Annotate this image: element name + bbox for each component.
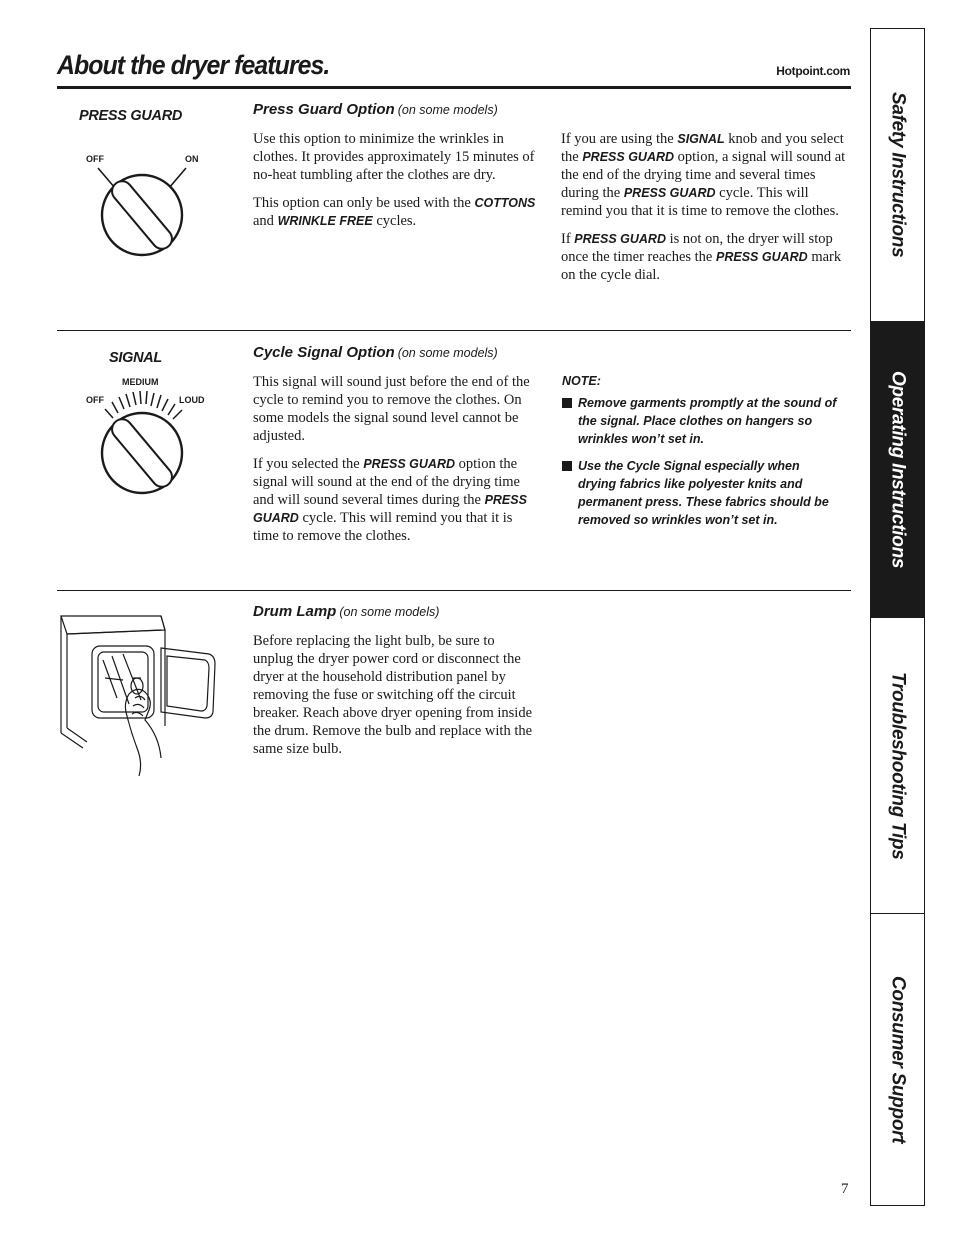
press-guard-knob-label: PRESS GUARD <box>79 108 183 124</box>
tab-consumer-support[interactable]: Consumer Support <box>871 913 924 1206</box>
note-item: Use the Cycle Signal especially when drying fabrics like polyester knits and permanent press. These fabrics should be removed so wrinkles won’t set in. <box>562 457 837 529</box>
press-guard-on-label: ON <box>185 154 199 164</box>
press-guard-paragraph: If you are using the SIGNAL knob and you select the PRESS GUARD option, a signal will sound at the end of the drying time and several times during the PRESS GUARD cycle. This will remind you that it is time to remove the clothes. <box>561 131 846 219</box>
press-guard-paragraph: If PRESS GUARD is not on, the dryer will stop once the timer reaches the PRESS GUARD mark on the cycle dial. <box>561 231 842 283</box>
press-guard-paragraph: Use this option to minimize the wrinkles in clothes. It provides approximately 15 minutes of no-heat tumbling after the clothes are dry. <box>253 131 535 183</box>
press-guard-left-column <box>253 130 538 240</box>
section-sidebar <box>870 28 925 1206</box>
site-url: Hotpoint.com <box>776 64 850 78</box>
tab-safety-instructions[interactable]: Safety Instructions <box>887 92 909 258</box>
signal-title: Cycle Signal Option (on some models) <box>253 344 498 361</box>
press-guard-paragraph: This option can only be used with the COTTONS and WRINKLE FREE cycles. <box>253 195 536 229</box>
note-item: Remove garments promptly at the sound of the signal. Place clothes on hangers so wrinkles won’t set in. <box>562 394 837 448</box>
page-title: About the dryer features. <box>57 50 330 80</box>
note-heading: NOTE: <box>562 374 601 388</box>
signal-loud-label: LOUD <box>179 395 205 405</box>
signal-paragraph: This signal will sound just before the end of the cycle to remind you to remove the clothes. On some models the signal sound level cannot be adjusted. <box>253 374 530 444</box>
section-divider <box>57 330 851 331</box>
press-guard-knob-icon <box>80 160 210 260</box>
tab-operating-instructions[interactable]: Operating Instructions <box>871 321 924 618</box>
press-guard-off-label: OFF <box>86 154 104 164</box>
dryer-drum-lamp-illustration <box>57 608 222 780</box>
signal-paragraph: If you selected the PRESS GUARD option the signal will sound at the end of the drying time and will sound several times during the PRESS GUARD cycle. This will remind you that it is time to remove the clothes. <box>253 456 527 544</box>
drum-lamp-title: Drum Lamp (on some models) <box>253 603 440 620</box>
signal-off-label: OFF <box>86 395 104 405</box>
signal-left-column <box>253 373 538 555</box>
drum-lamp-column <box>253 632 538 768</box>
bullet-square-icon <box>562 461 572 471</box>
drum-lamp-paragraph: Before replacing the light bulb, be sure to unplug the dryer power cord or disconnect the dryer at the household distribution panel by removing the fuse or switching off the circuit breaker. Reach above dryer opening from inside the drum. Remove the bulb and replace with the same size bulb. <box>253 633 533 757</box>
header-rule <box>57 86 851 89</box>
press-guard-title: Press Guard Option (on some models) <box>253 101 498 118</box>
signal-note <box>562 374 837 538</box>
section-divider <box>57 590 851 591</box>
signal-knob-label: SIGNAL <box>109 350 162 366</box>
page-number: 7 <box>841 1181 849 1197</box>
bullet-square-icon <box>562 398 572 408</box>
tab-troubleshooting-tips[interactable]: Troubleshooting Tips <box>871 617 924 914</box>
press-guard-right-column <box>561 130 853 294</box>
signal-knob-icon <box>80 385 210 500</box>
signal-medium-label: MEDIUM <box>122 377 159 387</box>
